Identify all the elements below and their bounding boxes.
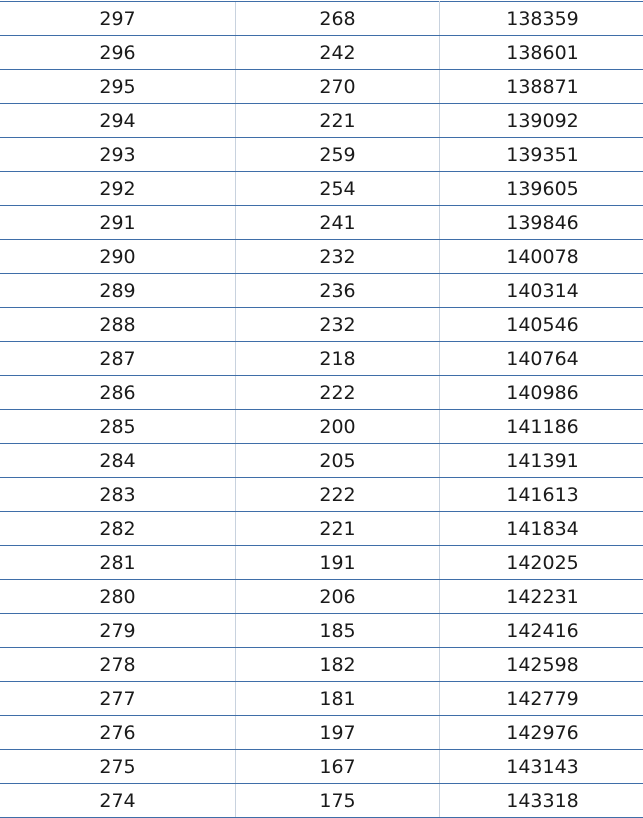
table-row (0, 274, 643, 308)
score-cell: 276 (0, 716, 236, 750)
count-cell: 270 (236, 70, 440, 104)
count-cell: 268 (236, 2, 440, 36)
cumulative-count-cell: 142025 (440, 546, 643, 580)
cumulative-count-cell: 138359 (440, 2, 643, 36)
count-cell: 185 (236, 614, 440, 648)
count-cell: 232 (236, 240, 440, 274)
cumulative-count-cell: 141186 (440, 410, 643, 444)
cumulative-count-cell: 142231 (440, 580, 643, 614)
score-cell: 296 (0, 36, 236, 70)
cumulative-count-cell: 139351 (440, 138, 643, 172)
score-cell: 288 (0, 308, 236, 342)
cumulative-count-cell: 139092 (440, 104, 643, 138)
score-cell: 279 (0, 614, 236, 648)
table-row (0, 410, 643, 444)
count-cell: 242 (236, 36, 440, 70)
table-row (0, 546, 643, 580)
score-cell: 277 (0, 682, 236, 716)
count-cell: 254 (236, 172, 440, 206)
cumulative-count-cell: 138601 (440, 36, 643, 70)
table-row (0, 172, 643, 206)
table-row (0, 512, 643, 546)
score-cell: 283 (0, 478, 236, 512)
count-cell: 200 (236, 410, 440, 444)
count-cell: 236 (236, 274, 440, 308)
count-cell: 222 (236, 376, 440, 410)
cumulative-count-cell: 139846 (440, 206, 643, 240)
table-row (0, 376, 643, 410)
score-cell: 274 (0, 784, 236, 818)
cumulative-count-cell: 139605 (440, 172, 643, 206)
score-cell: 289 (0, 274, 236, 308)
cumulative-count-cell: 143143 (440, 750, 643, 784)
table-row (0, 240, 643, 274)
cumulative-count-cell: 141613 (440, 478, 643, 512)
score-cell: 286 (0, 376, 236, 410)
score-distribution-table (0, 1, 643, 818)
table-row (0, 104, 643, 138)
count-cell: 167 (236, 750, 440, 784)
cumulative-count-cell: 140986 (440, 376, 643, 410)
count-cell: 221 (236, 104, 440, 138)
score-cell: 290 (0, 240, 236, 274)
table-row (0, 36, 643, 70)
table-row (0, 206, 643, 240)
table-row (0, 2, 643, 36)
table-row (0, 682, 643, 716)
count-cell: 218 (236, 342, 440, 376)
score-cell: 275 (0, 750, 236, 784)
count-cell: 206 (236, 580, 440, 614)
cumulative-count-cell: 142598 (440, 648, 643, 682)
count-cell: 205 (236, 444, 440, 478)
table-row (0, 580, 643, 614)
table-row (0, 342, 643, 376)
count-cell: 241 (236, 206, 440, 240)
cumulative-count-cell: 142976 (440, 716, 643, 750)
cumulative-count-cell: 141391 (440, 444, 643, 478)
score-cell: 291 (0, 206, 236, 240)
count-cell: 181 (236, 682, 440, 716)
cumulative-count-cell: 140078 (440, 240, 643, 274)
score-cell: 293 (0, 138, 236, 172)
count-cell: 232 (236, 308, 440, 342)
count-cell: 197 (236, 716, 440, 750)
table-row (0, 478, 643, 512)
score-cell: 297 (0, 2, 236, 36)
score-cell: 278 (0, 648, 236, 682)
cumulative-count-cell: 142416 (440, 614, 643, 648)
count-cell: 222 (236, 478, 440, 512)
table-row (0, 308, 643, 342)
table-row (0, 138, 643, 172)
table-row (0, 784, 643, 818)
count-cell: 221 (236, 512, 440, 546)
count-cell: 175 (236, 784, 440, 818)
cumulative-count-cell: 143318 (440, 784, 643, 818)
table-body (0, 2, 643, 818)
table-row (0, 70, 643, 104)
score-cell: 292 (0, 172, 236, 206)
cumulative-count-cell: 140764 (440, 342, 643, 376)
table-row (0, 648, 643, 682)
score-cell: 284 (0, 444, 236, 478)
cumulative-count-cell: 140546 (440, 308, 643, 342)
count-cell: 191 (236, 546, 440, 580)
score-cell: 282 (0, 512, 236, 546)
score-cell: 294 (0, 104, 236, 138)
score-cell: 295 (0, 70, 236, 104)
count-cell: 182 (236, 648, 440, 682)
table-row (0, 750, 643, 784)
table-row (0, 614, 643, 648)
score-cell: 280 (0, 580, 236, 614)
table-row (0, 716, 643, 750)
cumulative-count-cell: 142779 (440, 682, 643, 716)
cumulative-count-cell: 140314 (440, 274, 643, 308)
score-cell: 285 (0, 410, 236, 444)
cumulative-count-cell: 138871 (440, 70, 643, 104)
table-row (0, 444, 643, 478)
cumulative-count-cell: 141834 (440, 512, 643, 546)
score-cell: 281 (0, 546, 236, 580)
count-cell: 259 (236, 138, 440, 172)
score-cell: 287 (0, 342, 236, 376)
